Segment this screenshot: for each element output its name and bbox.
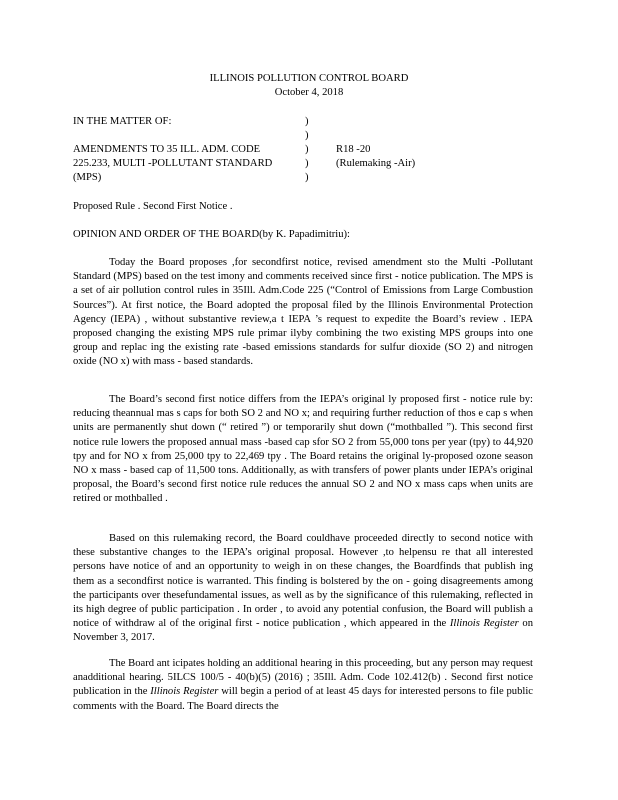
opinion-heading: OPINION AND ORDER OF THE BOARD(by K. Papadimitriu):: [73, 229, 351, 240]
board-name-heading: ILLINOIS POLLUTION CONTROL BOARD: [209, 73, 409, 84]
proposed-rule-line: Proposed Rule . Second First Notice .: [73, 201, 233, 212]
paragraph-3-text-end: on November 3, 2017.: [73, 618, 533, 644]
paragraph-3-text: Based on this rulemaking record, the Board couldhave proceeded directly to second notice with these substantive changes to the IEPA’s original proposal. However ,to helpensu re that all interested persons have notice of and an opportunity to weigh in on these changes, the Boardfinds that publish ing them as a secondfirst notice is warranted. This finding is bolstered by the on - going disagreements among the participants over thesefundamental issues, as well as by the significance of this rulemaking, reflected in its high degree of public participation . In order , to avoid any potential confusion, the Board will publish a notice of withdraw al of the original first - notice publication , which appeared in the: [73, 533, 533, 630]
caption-paren: ): [305, 158, 309, 169]
in-the-matter-label: IN THE MATTER OF:: [73, 116, 172, 127]
caption-title-line: (MPS): [73, 172, 102, 183]
caption-paren: ): [305, 130, 309, 141]
paragraph-2-text: The Board’s second first notice differs from the IEPA’s original ly proposed first - notice rule by: reducing theannual mas s caps for both SO 2 and NO x; and requiring further reduction of thos e cap s when units are permanently shut down (“ retired ”) or temporarily shut down (“mothballed ”). This second first notice rule lowers the proposed annual mass -based cap sfor SO 2 from 55,000 tons per year (tpy) to 44,920 tpy and for NO x from 25,000 tpy to 22,469 tpy . The Board retains the original ly-proposed ozone season NO x mass - based cap of 11,500 tons. Additionally, as with transfers of power plants under IEPA’s original proposal, the Board’s second first notice rule reduces the annual SO 2 and NO x mass caps when units are retired or mothballed .: [73, 394, 533, 505]
docket-number: R18 -20: [336, 144, 371, 155]
caption-title-line: 225.233, MULTI -POLLUTANT STANDARD: [73, 158, 273, 169]
paragraph-2: [73, 393, 533, 507]
paragraph-1: [73, 256, 533, 370]
docket-type: (Rulemaking -Air): [336, 158, 416, 169]
paragraph-4: [73, 657, 533, 714]
caption-paren: ): [305, 172, 309, 183]
caption-title-line: AMENDMENTS TO 35 ILL. ADM. CODE: [73, 144, 261, 155]
paragraph-4-text-end: will begin a period of at least 45 days for interested persons to file public comments with the Board. The Board directs the: [73, 686, 533, 712]
document-date: October 4, 2018: [274, 87, 344, 98]
journal-title: Illinois Register: [449, 618, 519, 630]
journal-title: Illinois Register: [150, 686, 219, 698]
caption-paren: ): [305, 116, 309, 127]
paragraph-1-text: Today the Board proposes ,for secondfirst notice, revised amendment sto the Multi -Pollutant Standard (MPS) based on the test imony and comments received since first - notice publication. The MPS is a set of air pollution control rules in 35Ill. Adm.Code 225 (“Control of Emissions from Large Combustion Sources”). At first notice, the Board adopted the proposal filed by the Illinois Environmental Protection Agency (IEPA) , without substantive review,a t IEPA ’s request to expedite the Board’s review . IEPA proposed changing the existing MPS rule primar ilyby combining the two existing MPS groups into one group and replac ing the existing rate -based emissions standards for sulfur dioxide (SO 2) and nitrogen oxide (NO x) with mass - based standards.: [73, 257, 533, 368]
caption-paren: ): [305, 144, 309, 155]
paragraph-3: [73, 532, 533, 646]
paragraph-4-text: The Board ant icipates holding an additional hearing in this proceeding, but any person may request anadditional hearing. 5ILCS 100/5 - 40(b)(5) (2016) ; 35Ill. Adm. Code 102.412(b) . Second first notice publication in the: [73, 658, 533, 698]
